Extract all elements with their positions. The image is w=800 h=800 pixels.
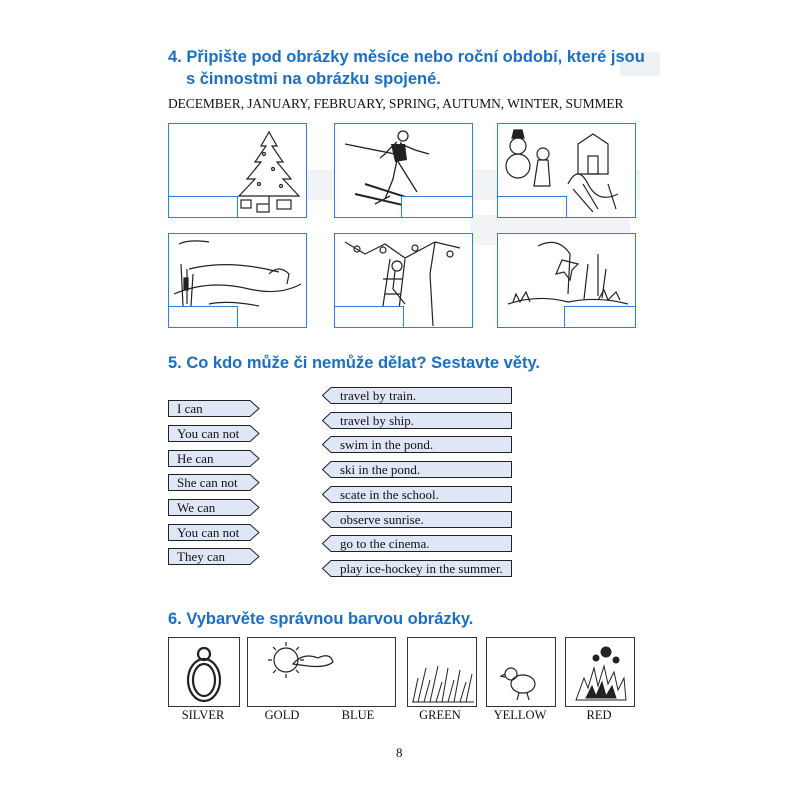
- subject-arrow[interactable]: [168, 400, 260, 417]
- predicate-label: travel by train.: [340, 388, 417, 403]
- exercise4-heading: [168, 46, 648, 90]
- exercise4-heading-line1: 4. Připište pod obrázky měsíce nebo roční období, které jsou: [168, 48, 645, 66]
- subject-arrow[interactable]: [168, 548, 260, 565]
- exercise4-heading-line2: s činnostmi na obrázku spojené.: [186, 70, 441, 88]
- subject-label: You can not: [177, 426, 240, 441]
- color-label-red: RED: [586, 708, 612, 722]
- picture-box-christmas-tree: [168, 123, 307, 218]
- color-label-green: GREEN: [419, 708, 461, 722]
- subject-arrow[interactable]: [168, 450, 260, 467]
- answer-slot[interactable]: [168, 196, 238, 218]
- picture-box-snowman: [497, 123, 636, 218]
- ring-icon: [169, 638, 239, 706]
- predicate-label: scate in the school.: [340, 487, 439, 502]
- answer-slot[interactable]: [168, 306, 238, 328]
- predicate-arrow[interactable]: [322, 436, 512, 453]
- picture-box-apple-picking: [334, 233, 473, 328]
- grass-icon: [408, 638, 476, 706]
- sun-icon: [248, 638, 395, 706]
- word-list: DECEMBER, JANUARY, FEBRUARY, SPRING, AUTUMN, WINTER, SUMMER: [168, 96, 624, 111]
- color-box-yellow[interactable]: [486, 637, 556, 707]
- predicate-arrow[interactable]: [322, 486, 512, 503]
- answer-slot[interactable]: [497, 196, 567, 218]
- subject-arrow[interactable]: [168, 524, 260, 541]
- chick-icon: [487, 638, 555, 706]
- color-label-blue: BLUE: [341, 708, 375, 722]
- predicate-arrow[interactable]: [322, 412, 512, 429]
- exercise5-heading: 5. Co kdo může či nemůže dělat? Sestavte věty.: [168, 354, 540, 372]
- color-box-green[interactable]: [407, 637, 477, 707]
- color-label-silver: SILVER: [181, 708, 225, 722]
- subject-arrow[interactable]: [168, 499, 260, 516]
- predicate-arrow[interactable]: [322, 511, 512, 528]
- answer-slot[interactable]: [401, 196, 473, 218]
- predicate-label: travel by ship.: [340, 413, 415, 428]
- color-label-yellow: YELLOW: [493, 708, 547, 722]
- predicate-arrow[interactable]: [322, 461, 512, 478]
- subject-arrow[interactable]: [168, 425, 260, 442]
- predicate-arrow[interactable]: [322, 387, 512, 404]
- answer-slot[interactable]: [564, 306, 636, 328]
- subject-label: He can: [177, 451, 214, 466]
- picture-box-pond: [168, 233, 307, 328]
- color-box-red[interactable]: [565, 637, 635, 707]
- predicate-label: swim in the pond.: [340, 437, 434, 452]
- subject-label: They can: [177, 549, 226, 564]
- predicate-arrow[interactable]: [322, 535, 512, 552]
- predicate-label: go to the cinema.: [340, 536, 430, 551]
- subject-label: I can: [177, 401, 203, 416]
- picture-box-snowdrop: [497, 233, 636, 328]
- fire-icon: [566, 638, 634, 706]
- predicate-label: observe sunrise.: [340, 512, 424, 527]
- exercise6-heading: 6. Vybarvěte správnou barvou obrázky.: [168, 610, 474, 628]
- subject-label: She can not: [177, 475, 238, 490]
- subject-label: We can: [177, 500, 216, 515]
- picture-box-skier: [334, 123, 473, 218]
- subject-arrow[interactable]: [168, 474, 260, 491]
- color-box-gold-blue[interactable]: [247, 637, 396, 707]
- predicate-label: play ice-hockey in the summer.: [340, 561, 503, 576]
- page-number: 8: [396, 745, 403, 760]
- answer-slot[interactable]: [334, 306, 404, 328]
- color-label-gold: GOLD: [264, 708, 300, 722]
- predicate-arrow[interactable]: [322, 560, 512, 577]
- subject-label: You can not: [177, 525, 240, 540]
- color-box-silver[interactable]: [168, 637, 240, 707]
- predicate-label: ski in the pond.: [340, 462, 421, 477]
